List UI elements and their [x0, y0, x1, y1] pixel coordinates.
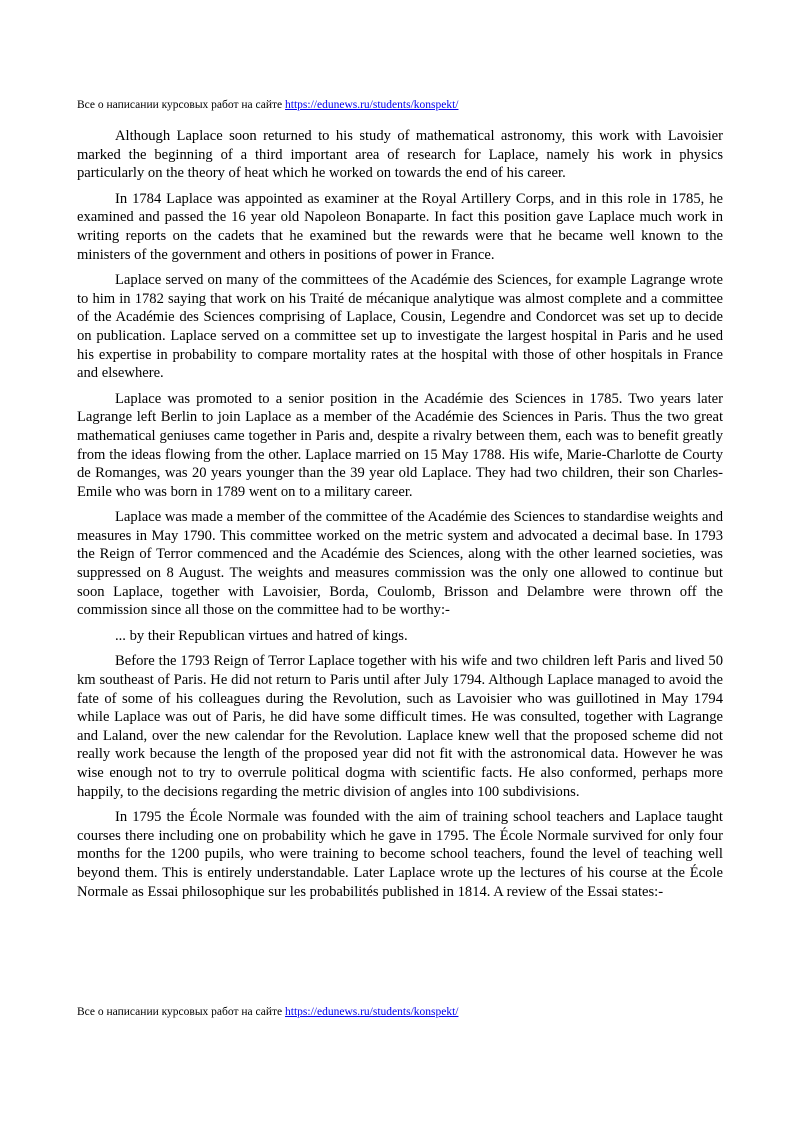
page-header [77, 98, 458, 112]
footer-text: Все о написании курсовых работ на сайте [77, 1006, 286, 1018]
document-body [77, 127, 723, 908]
paragraph: Although Laplace soon returned to his study of mathematical astronomy, this work with Lavoisier marked the beginning of a third important area of research for Laplace, namely his work in physics particularly on the theory of heat which he worked on towards the end of his career. [77, 128, 723, 182]
header-link[interactable]: https://edunews.ru/students/konspekt/ [285, 99, 459, 111]
quote-paragraph: ... by their Republican virtues and hatred of kings. [115, 627, 408, 644]
paragraph: Before the 1793 Reign of Terror Laplace together with his wife and two children left Paris and lived 50 km southeast of Paris. He did not return to Paris until after July 1794. Although Laplace managed to avoid the fate of some of his colleagues during the Revolution, such as Lavoisier who was guillotined in May 1794 while Laplace was out of Paris, he did have some difficult times. He was consulted, together with Lagrange and Laland, over the new calendar for the Revolution. Laplace knew well that the proposed scheme did not really work because the length of the proposed year did not fit with the astronomical data. However he was wise enough not to try to overrule political dogma with scientific facts. He also conformed, perhaps more happily, to the decisions regarding the metric division of angles into 100 subdivisions. [77, 653, 723, 800]
paragraph: Laplace served on many of the committees of the Académie des Sciences, for example Lagrange wrote to him in 1782 saying that work on his Traité de mécanique analytique was almost complete and a committee of the Académie des Sciences comprising of Laplace, Cousin, Legendre and Condorcet was set up to decide on publication. Laplace served on a committee set up to investigate the largest hospital in Paris and he used his expertise in probability to compare mortality rates at the hospital with those of other hospitals in France and elsewhere. [77, 272, 723, 382]
page-footer [77, 1005, 458, 1019]
paragraph: In 1795 the École Normale was founded with the aim of training school teachers and Laplace taught courses there including one on probability which he gave in 1795. The École Normale survived for only four months for the 1200 pupils, who were training to become school teachers, found the level of teaching well beyond them. This is entirely understandable. Later Laplace wrote up the lectures of his course at the École Normale as Essai philosophique sur les probabilités published in 1814. A review of the Essai states:- [77, 809, 723, 900]
header-text: Все о написании курсовых работ на сайте [77, 99, 286, 111]
paragraph: Laplace was promoted to a senior position in the Académie des Sciences in 1785. Two years later Lagrange left Berlin to join Laplace as a member of the Académie des Sciences in Paris. Thus the two great mathematical geniuses came together in Paris and, despite a rivalry between them, each was to benefit greatly from the ideas flowing from the other. Laplace married on 15 May 1788. His wife, Marie-Charlotte de Courty de Romanges, was 20 years younger than the 39 year old Laplace. They had two children, their son Charles-Emile who was born in 1789 went on to a military career. [77, 390, 723, 500]
footer-link[interactable]: https://edunews.ru/students/konspekt/ [285, 1006, 459, 1018]
paragraph: In 1784 Laplace was appointed as examiner at the Royal Artillery Corps, and in this role in 1785, he examined and passed the 16 year old Napoleon Bonaparte. In fact this position gave Laplace much work in writing reports on the cadets that he examined but the rewards were that he became well known to the ministers of the government and others in positions of power in France. [77, 190, 723, 263]
paragraph: Laplace was made a member of the committee of the Académie des Sciences to standardise weights and measures in May 1790. This committee worked on the metric system and advocated a decimal base. In 1793 the Reign of Terror commenced and the Académie des Sciences, along with the other learned societies, was suppressed on 8 August. The weights and measures commission was the only one allowed to continue but soon Laplace, together with Lavoisier, Borda, Coulomb, Brisson and Delambre were thrown off the commission since all those on the committee had to be worthy:- [77, 509, 723, 619]
